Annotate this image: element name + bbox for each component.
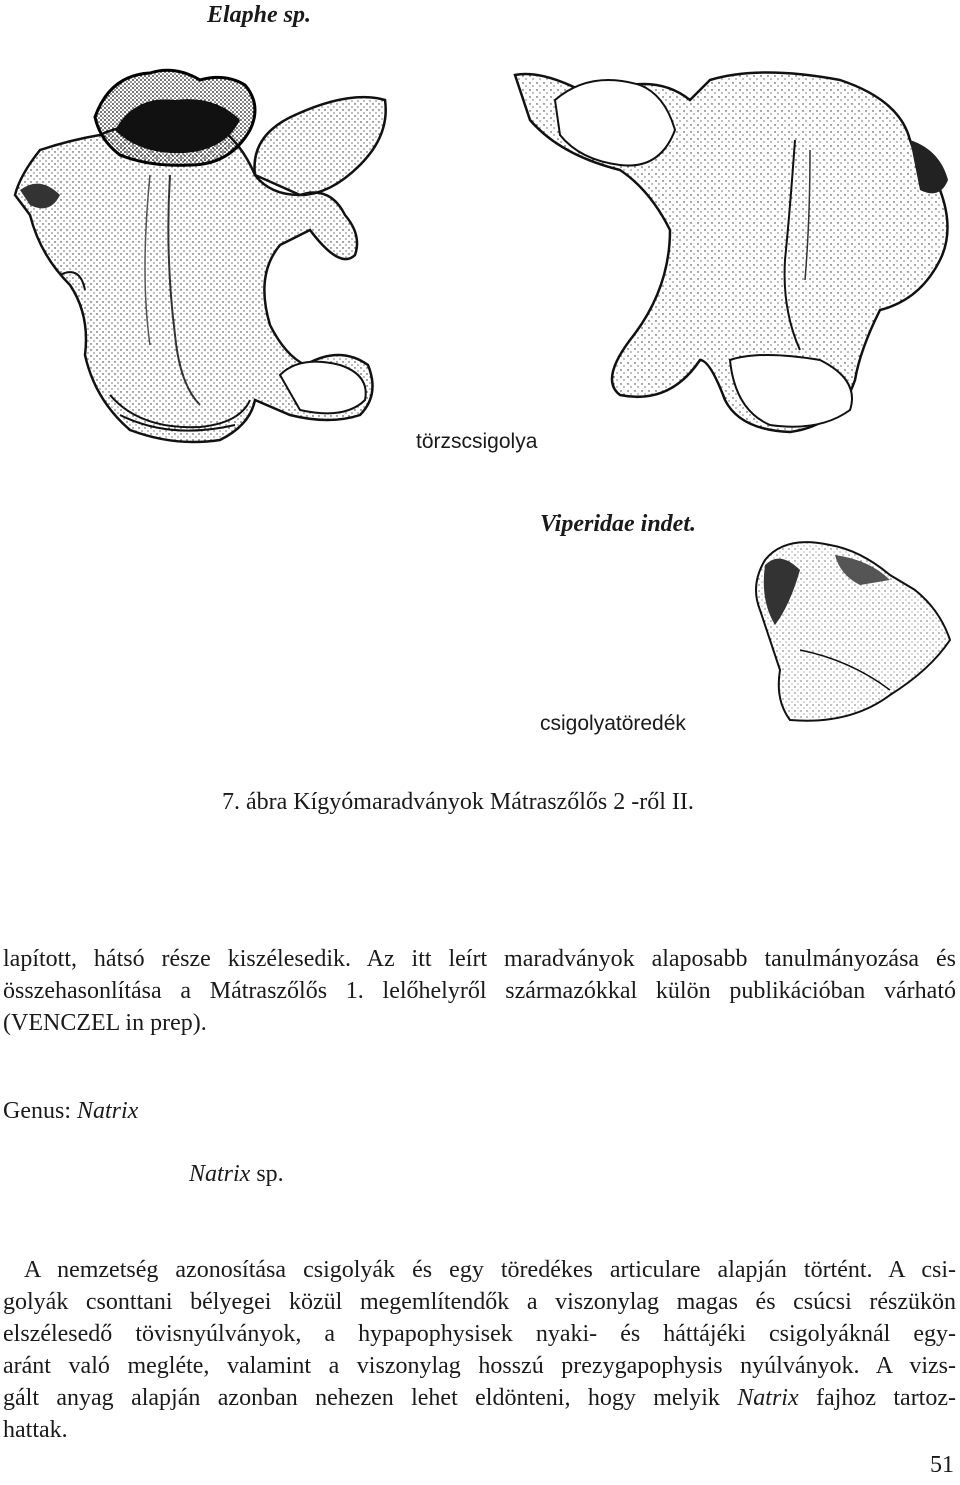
figure-title-viperidae: Viperidae indet. <box>540 511 696 537</box>
vertebra-fragment-drawing <box>740 530 955 725</box>
genus-name: Natrix <box>77 1098 139 1124</box>
figure-caption: 7. ábra Kígyómaradványok Mátraszőlős 2 -ről II. <box>222 789 694 815</box>
line-5-genus-italic: Natrix <box>737 1385 799 1411</box>
paragraph-1-line: (VENCZEL in prep). <box>3 1010 207 1036</box>
paragraph-1-line: lapított, hátsó része kiszélesedik. Az itt leírt maradványok alaposabb tanulmányozása és <box>3 946 956 972</box>
species-heading <box>189 1161 284 1188</box>
genus-heading <box>3 1098 138 1125</box>
paragraph-1 <box>3 943 956 1039</box>
figure-title-elaphe: Elaphe sp. <box>207 2 312 28</box>
vertebra-front-view-drawing <box>0 55 390 450</box>
paragraph-2-line: A nemzetség azonosítása csigolyák és egy töredékes articulare alapján történt. A csi- <box>24 1257 956 1283</box>
species-name: Natrix <box>189 1161 251 1187</box>
species-suffix: sp. <box>250 1161 284 1187</box>
vertebra-lateral-view-drawing <box>500 60 960 440</box>
line-5-before: gált anyag alapján azonban nehezen lehet eldönteni, hogy melyik <box>3 1385 738 1411</box>
line-5-after: fajhoz tartoz- <box>798 1385 956 1411</box>
paragraph-2-line-5 <box>3 1382 956 1414</box>
paragraph-2-line: hattak. <box>3 1417 68 1443</box>
figure-label-fragment: csigolyatöredék <box>540 712 686 735</box>
paragraph-2-line: golyák csonttani bélyegei közül megemlítendők a viszonylag magas és csúcsi részükön <box>3 1289 956 1315</box>
page-number: 51 <box>930 1452 954 1478</box>
paragraph-2 <box>3 1254 956 1446</box>
paragraph-2-line: aránt való megléte, valamint a viszonylag hosszú prezygapophysis nyúlványok. A vizs- <box>3 1353 956 1379</box>
figure-label-trunk-vertebra: törzscsigolya <box>416 430 538 453</box>
genus-prefix: Genus: <box>3 1098 77 1124</box>
paragraph-1-line: összehasonlítása a Mátraszőlős 1. lelőhelyről származókkal külön publikációban várható <box>3 978 956 1004</box>
paragraph-2-line: elszélesedő tövisnyúlványok, a hypapophysisek nyaki- és háttájéki csigolyáknál egy- <box>3 1321 956 1347</box>
